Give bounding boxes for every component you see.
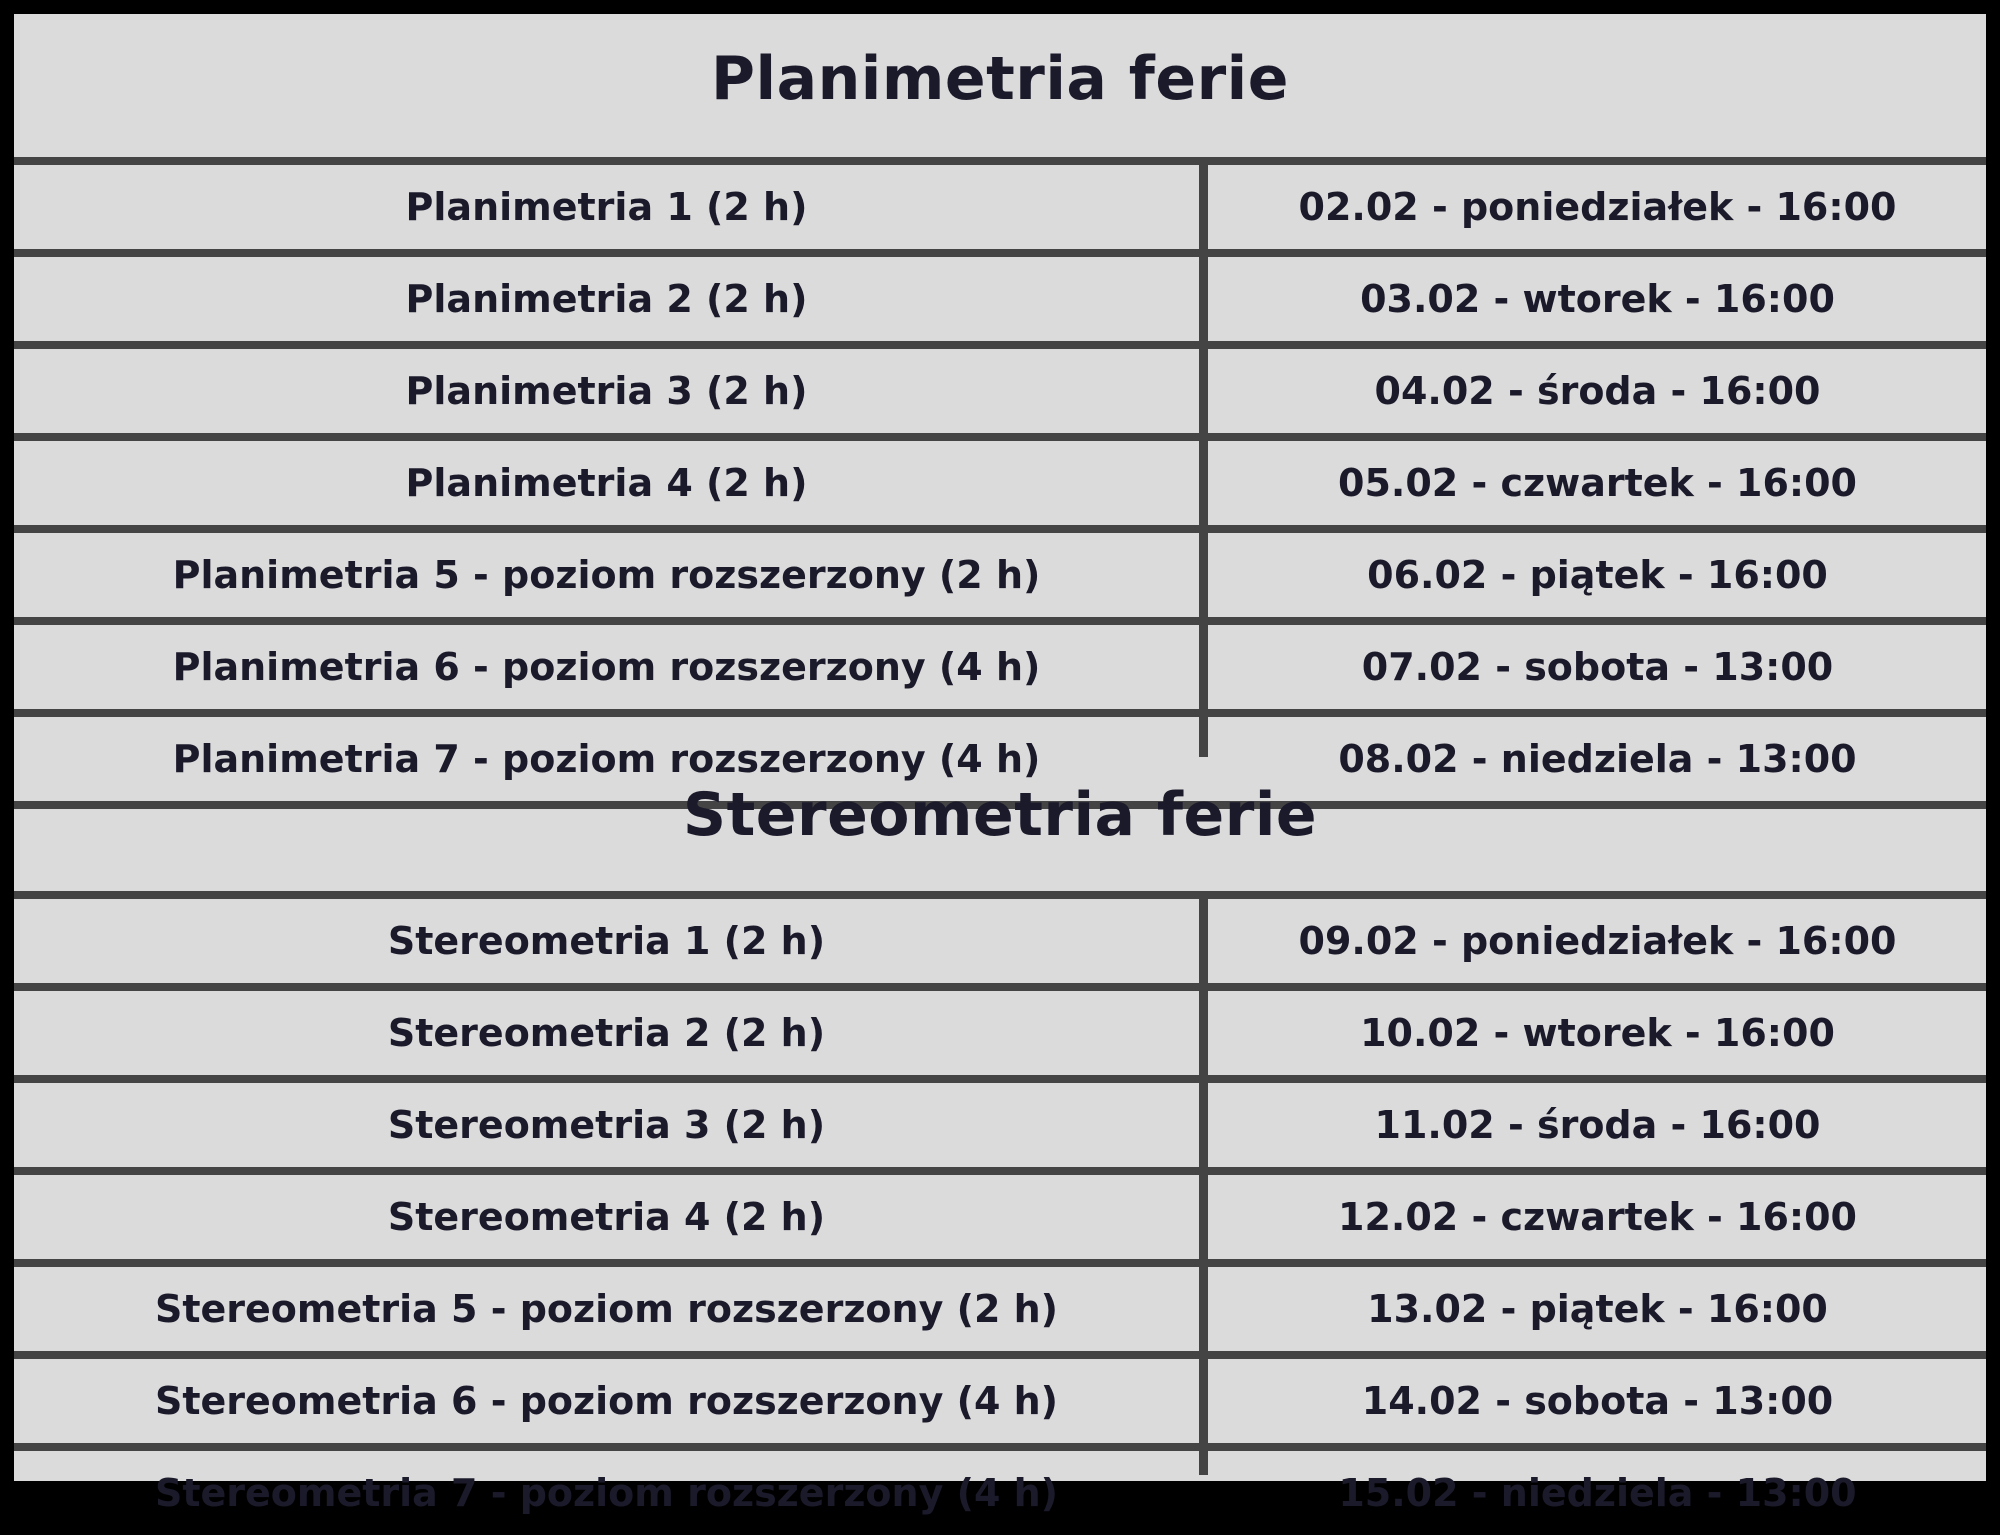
table-row [14,1267,1986,1351]
session-name: Stereometria 1 (2 h) [387,919,826,963]
row-divider [14,433,1986,441]
session-name: Stereometria 5 - poziom rozszerzony (2 h) [154,1287,1059,1331]
session-date: 04.02 - środa - 16:00 [1374,369,1821,413]
row-divider [14,249,1986,257]
planimetria-title: Planimetria ferie [711,44,1289,114]
session-date: 15.02 - niedziela - 13:00 [1338,1471,1857,1515]
row-divider [14,1351,1986,1359]
session-date: 03.02 - wtorek - 16:00 [1360,277,1835,321]
session-date: 06.02 - piątek - 16:00 [1367,553,1828,597]
row-divider [14,341,1986,349]
stereometria-title: Stereometria ferie [682,780,1318,850]
table-row [14,257,1986,341]
row-divider [14,709,1986,717]
table-row [14,1359,1986,1443]
table-divider [14,157,1986,165]
session-name: Stereometria 4 (2 h) [387,1195,826,1239]
session-name: Stereometria 3 (2 h) [387,1103,826,1147]
table-row [14,1175,1986,1259]
session-date: 02.02 - poniedziałek - 16:00 [1298,185,1897,229]
session-date: 13.02 - piątek - 16:00 [1367,1287,1828,1331]
session-date: 10.02 - wtorek - 16:00 [1360,1011,1835,1055]
session-name: Stereometria 7 - poziom rozszerzony (4 h) [154,1471,1059,1515]
table-row [14,899,1986,983]
session-name: Planimetria 7 - poziom rozszerzony (4 h) [172,737,1041,781]
schedule-sheet [14,14,1986,1515]
session-name: Planimetria 6 - poziom rozszerzony (4 h) [172,645,1041,689]
table-row [14,625,1986,709]
table-row [14,165,1986,249]
table-row [14,991,1986,1075]
table-row [14,441,1986,525]
session-name: Planimetria 5 - poziom rozszerzony (2 h) [172,553,1041,597]
session-name: Planimetria 4 (2 h) [405,461,808,505]
table-divider [14,891,1986,899]
session-date: 12.02 - czwartek - 16:00 [1338,1195,1857,1239]
session-name: Stereometria 2 (2 h) [387,1011,826,1055]
session-date: 08.02 - niedziela - 13:00 [1338,737,1857,781]
row-divider [14,1443,1986,1451]
row-divider [14,525,1986,533]
session-date: 09.02 - poniedziałek - 16:00 [1298,919,1897,963]
session-date: 14.02 - sobota - 13:00 [1361,1379,1834,1423]
table-row [14,349,1986,433]
table-row [14,1083,1986,1167]
session-name: Planimetria 2 (2 h) [405,277,808,321]
table-row [14,1451,1986,1535]
session-date: 05.02 - czwartek - 16:00 [1338,461,1857,505]
session-date: 07.02 - sobota - 13:00 [1361,645,1834,689]
session-name: Planimetria 3 (2 h) [405,369,808,413]
table-row [14,533,1986,617]
row-divider [14,1259,1986,1267]
session-name: Stereometria 6 - poziom rozszerzony (4 h) [154,1379,1059,1423]
row-divider [14,983,1986,991]
row-divider [14,1167,1986,1175]
row-divider [14,1075,1986,1083]
session-name: Planimetria 1 (2 h) [405,185,808,229]
row-divider [14,617,1986,625]
session-date: 11.02 - środa - 16:00 [1374,1103,1821,1147]
